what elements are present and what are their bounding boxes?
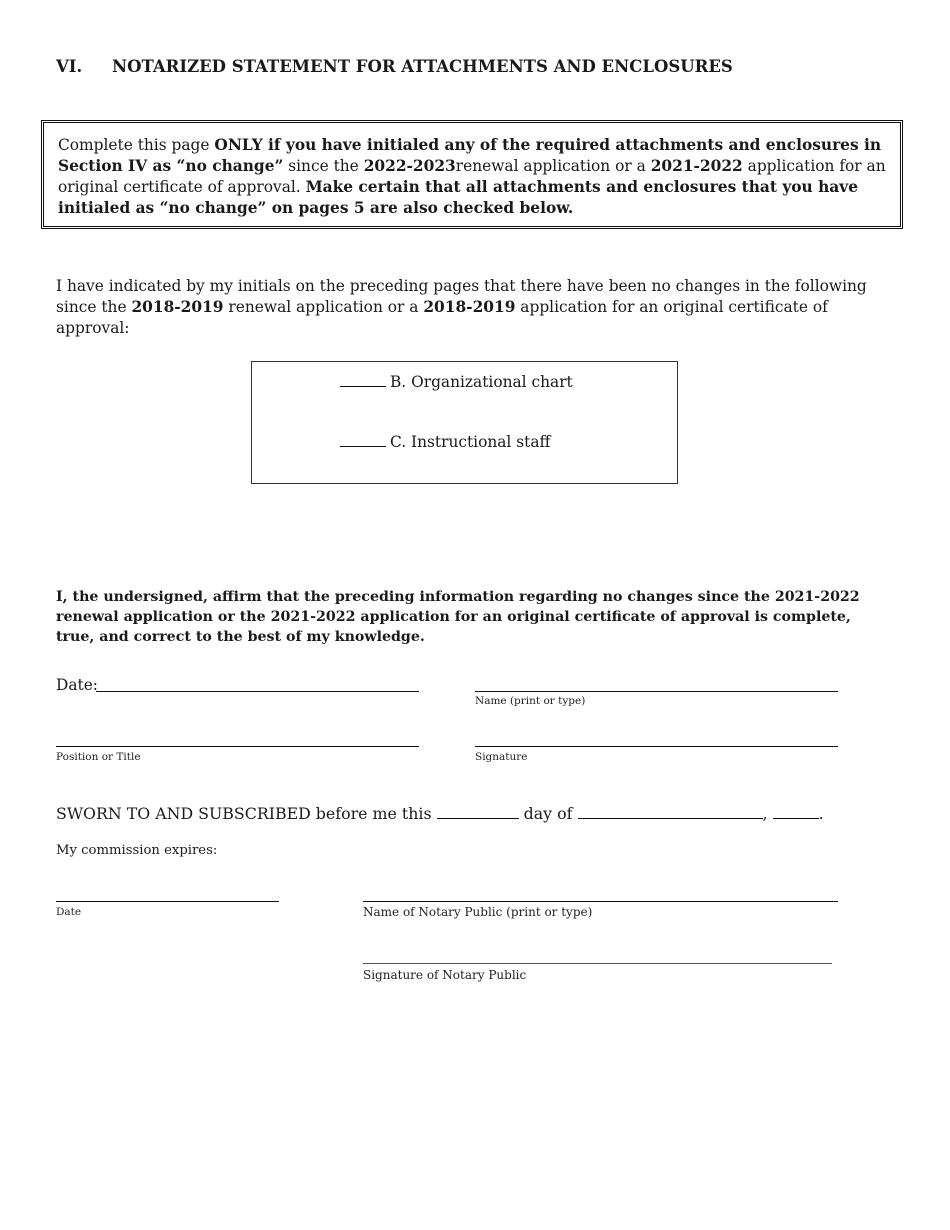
instructions-box xyxy=(41,120,903,229)
item-instructional-staff xyxy=(340,432,550,451)
notary-name-caption: Name of Notary Public (print or type) xyxy=(363,905,593,919)
sworn-day-label: day of xyxy=(523,804,573,823)
notice-bold-4: Make certain that all attachments and enclosures that you have initialed as “no change” on pages 5 are also checked below. xyxy=(58,178,858,217)
position-line[interactable] xyxy=(56,746,419,747)
date-label: Date: xyxy=(56,676,98,694)
notice-text-4: application for an original certificate of approval. xyxy=(58,157,886,196)
name-caption: Name (print or type) xyxy=(475,695,586,707)
signature-line[interactable] xyxy=(475,746,838,747)
intro-bold-1: 2018-2019 xyxy=(131,298,224,316)
notice-bold-2: 2022-2023 xyxy=(363,157,456,175)
commission-expires-label: My commission expires: xyxy=(56,843,218,858)
notice-text-2: since the xyxy=(283,157,364,175)
initials-blank-c[interactable] xyxy=(340,432,386,447)
affirmation-paragraph: I, the undersigned, affirm that the preceding information regarding no changes since the 2021-2022 renewal application or the 2021-2022 application for an original certificate of approval is complete, true, and correct to the best of my knowledge. xyxy=(56,589,860,645)
intro-text-3: application for an original certificate of approval: xyxy=(56,298,828,337)
no-change-items-box xyxy=(251,361,678,484)
notice-bold-3: 2021-2022 xyxy=(650,157,743,175)
signature-caption: Signature xyxy=(475,751,528,763)
position-caption: Position or Title xyxy=(56,751,141,763)
sworn-month-blank[interactable] xyxy=(578,803,763,819)
sworn-statement xyxy=(56,803,824,823)
sworn-day-blank[interactable] xyxy=(437,803,519,819)
intro-text-2: renewal application or a xyxy=(223,298,424,316)
sworn-prefix: SWORN TO AND SUBSCRIBED before me this xyxy=(56,804,432,823)
notice-bold-1: ONLY if you have initialed any of the required attachments and enclosures in Section IV as “no change” xyxy=(58,136,882,175)
notary-name-line[interactable] xyxy=(363,901,838,902)
item-label-b: B. Organizational chart xyxy=(390,373,573,391)
name-line[interactable] xyxy=(475,691,838,692)
intro-text-1: I have indicated by my initials on the preceding pages that there have been no changes in the following since the xyxy=(56,277,867,316)
item-label-c: C. Instructional staff xyxy=(390,433,551,451)
notary-signature-line[interactable] xyxy=(363,963,832,964)
sworn-year-blank[interactable] xyxy=(773,803,819,819)
section-heading xyxy=(56,57,733,76)
item-organizational-chart xyxy=(340,372,573,391)
section-title: NOTARIZED STATEMENT FOR ATTACHMENTS AND ENCLOSURES xyxy=(112,57,733,76)
notary-date-caption: Date xyxy=(56,906,82,918)
notice-text-3: renewal application or a xyxy=(455,157,651,175)
intro-paragraph xyxy=(56,276,886,339)
initials-blank-b[interactable] xyxy=(340,372,386,387)
intro-bold-2: 2018-2019 xyxy=(423,298,516,316)
sworn-comma: , xyxy=(762,804,768,823)
notice-text-1: Complete this page xyxy=(58,136,215,154)
notary-signature-caption: Signature of Notary Public xyxy=(363,968,527,982)
section-number: VI. xyxy=(56,57,83,76)
date-line[interactable] xyxy=(96,691,419,692)
sworn-period: . xyxy=(818,804,824,823)
notary-date-line[interactable] xyxy=(56,901,279,902)
